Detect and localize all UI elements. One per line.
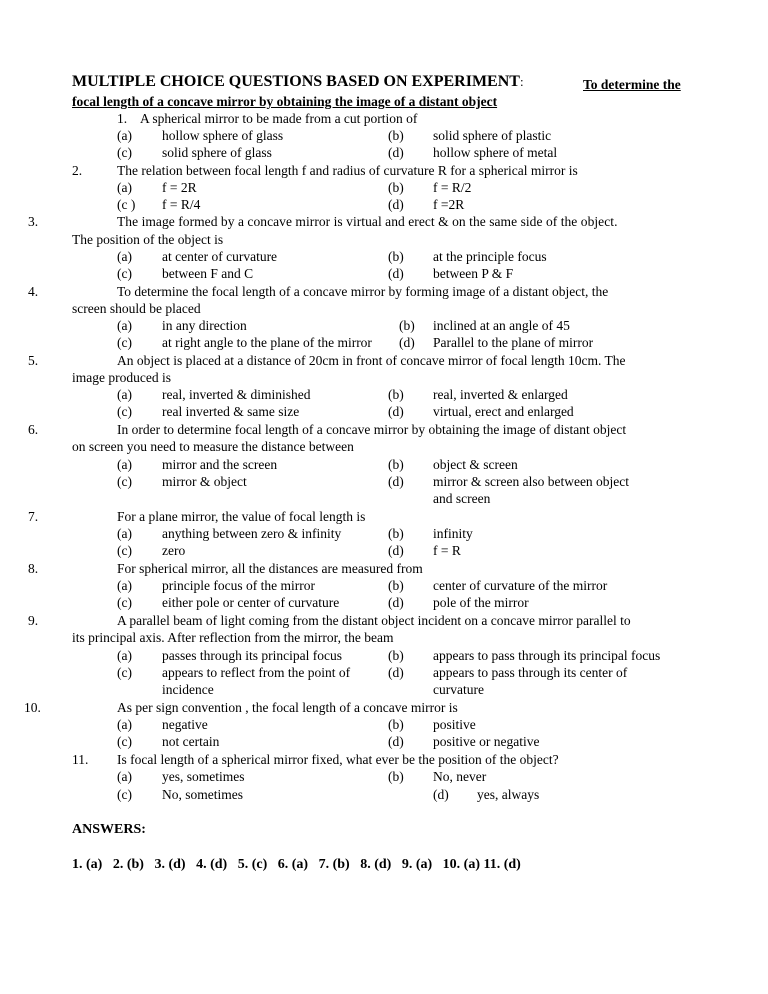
question-stem-cont: its principal axis. After reflection from the mirror, the beam bbox=[72, 630, 394, 645]
question-stem-cont: screen should be placed bbox=[72, 301, 201, 316]
option-label: (c) bbox=[117, 595, 132, 610]
option-label: (b) bbox=[399, 318, 415, 333]
option-label: (b) bbox=[388, 648, 404, 663]
option-label: (d) bbox=[388, 197, 404, 212]
option-text: f = 2R bbox=[162, 180, 197, 195]
option-text-cont: and screen bbox=[433, 491, 491, 506]
option-label: (a) bbox=[117, 578, 132, 593]
option-label: (c) bbox=[117, 734, 132, 749]
question-number: 7. bbox=[28, 509, 39, 524]
option-text: f =2R bbox=[433, 197, 465, 212]
option-label: (d) bbox=[433, 787, 449, 802]
option-text: real inverted & same size bbox=[162, 404, 300, 419]
option-text: mirror and the screen bbox=[162, 457, 278, 472]
answer-item: 7. (b) bbox=[318, 857, 350, 872]
question-stem: A parallel beam of light coming from the distant object incident on a concave mirror parallel to bbox=[117, 613, 631, 628]
answer-item: 5. (c) bbox=[237, 857, 268, 872]
option-label: (d) bbox=[388, 665, 404, 680]
question-stem: To determine the focal length of a concave mirror by forming image of a distant object, the bbox=[117, 284, 609, 299]
option-label: (b) bbox=[388, 180, 404, 195]
answer-item: 11. (d) bbox=[483, 857, 521, 872]
option-label: (c) bbox=[117, 787, 132, 802]
question-stem: The image formed by a concave mirror is virtual and erect & on the same side of the object. bbox=[117, 214, 618, 229]
question-stem: An object is placed at a distance of 20cm in front of concave mirror of focal length 10cm. The bbox=[117, 353, 626, 368]
option-text: in any direction bbox=[162, 318, 247, 333]
option-text: mirror & object bbox=[162, 474, 247, 489]
option-text: mirror & screen also between object bbox=[433, 474, 630, 489]
option-text: appears to reflect from the point of bbox=[162, 665, 351, 680]
option-label: (c ) bbox=[117, 197, 136, 212]
option-label: (c) bbox=[117, 145, 132, 160]
question-number: 8. bbox=[28, 561, 39, 576]
option-text: at center of curvature bbox=[162, 249, 278, 264]
option-label: (b) bbox=[388, 387, 404, 402]
option-label: (b) bbox=[388, 717, 404, 732]
option-text: No, never bbox=[433, 769, 487, 784]
option-label: (a) bbox=[117, 180, 132, 195]
question-stem: Is focal length of a spherical mirror fixed, what ever be the position of the object? bbox=[117, 752, 559, 767]
title-main: MULTIPLE CHOICE QUESTIONS BASED ON EXPERIMENT bbox=[72, 73, 520, 90]
option-label: (d) bbox=[388, 266, 404, 281]
option-text: appears to pass through its center of bbox=[433, 665, 628, 680]
option-label: (c) bbox=[117, 543, 132, 558]
option-label: (a) bbox=[117, 526, 132, 541]
option-label: (d) bbox=[388, 543, 404, 558]
option-text: inclined at an angle of 45 bbox=[433, 318, 570, 333]
question-number: 4. bbox=[28, 284, 39, 299]
option-text: f = R bbox=[433, 543, 461, 558]
answer-item: 2. (b) bbox=[112, 857, 144, 872]
question-number: 11. bbox=[72, 752, 89, 767]
question-stem: As per sign convention , the focal length of a concave mirror is bbox=[117, 700, 458, 715]
question-number: 2. bbox=[72, 163, 83, 178]
option-label: (b) bbox=[388, 526, 404, 541]
question-number: 3. bbox=[28, 214, 39, 229]
option-text: positive or negative bbox=[433, 734, 540, 749]
option-text: Parallel to the plane of mirror bbox=[433, 335, 594, 350]
option-label: (b) bbox=[388, 249, 404, 264]
option-label: (a) bbox=[117, 249, 132, 264]
option-label: (b) bbox=[388, 578, 404, 593]
option-text: appears to pass through its principal focus bbox=[433, 648, 661, 663]
question-stem: The relation between focal length f and radius of curvature R for a spherical mirror is bbox=[117, 163, 578, 178]
option-text: real, inverted & enlarged bbox=[433, 387, 568, 402]
option-label: (b) bbox=[388, 128, 404, 143]
question-stem: In order to determine focal length of a concave mirror by obtaining the image of distant object bbox=[117, 422, 627, 437]
option-label: (b) bbox=[388, 457, 404, 472]
option-text-cont: curvature bbox=[433, 682, 484, 697]
option-text: zero bbox=[162, 543, 186, 558]
answer-item: 9. (a) bbox=[401, 857, 433, 872]
option-label: (a) bbox=[117, 769, 132, 784]
question-stem-cont: on screen you need to measure the distance between bbox=[72, 439, 354, 454]
option-label: (c) bbox=[117, 665, 132, 680]
option-text: solid sphere of glass bbox=[162, 145, 272, 160]
option-text: virtual, erect and enlarged bbox=[433, 404, 574, 419]
question-number: 10. bbox=[24, 700, 41, 715]
option-text-cont: incidence bbox=[162, 682, 214, 697]
answer-item: 4. (d) bbox=[196, 857, 228, 872]
option-text: hollow sphere of glass bbox=[162, 128, 284, 143]
option-text: between P & F bbox=[433, 266, 514, 281]
option-label: (d) bbox=[399, 335, 415, 350]
option-label: (c) bbox=[117, 335, 132, 350]
question-number: 6. bbox=[28, 422, 39, 437]
option-text: anything between zero & infinity bbox=[162, 526, 342, 541]
option-label: (a) bbox=[117, 387, 132, 402]
option-text: at the principle focus bbox=[433, 249, 547, 264]
option-text: center of curvature of the mirror bbox=[433, 578, 608, 593]
answer-item: 10. (a) bbox=[442, 857, 480, 872]
option-text: hollow sphere of metal bbox=[433, 145, 558, 160]
answer-item: 3. (d) bbox=[154, 857, 186, 872]
question-stem: For a plane mirror, the value of focal length is bbox=[117, 509, 366, 524]
option-text: f = R/2 bbox=[433, 180, 472, 195]
question-stem: For spherical mirror, all the distances are measured from bbox=[117, 561, 423, 576]
option-label: (d) bbox=[388, 145, 404, 160]
option-text: yes, sometimes bbox=[162, 769, 245, 784]
title-sub-1: To determine the bbox=[583, 77, 681, 92]
option-text: at right angle to the plane of the mirror bbox=[162, 335, 372, 350]
answer-item: 1. (a) bbox=[72, 857, 103, 872]
answer-item: 6. (a) bbox=[277, 857, 309, 872]
page-title bbox=[72, 73, 524, 90]
option-text: positive bbox=[433, 717, 476, 732]
answer-item: 8. (d) bbox=[360, 857, 392, 872]
option-text: between F and C bbox=[162, 266, 254, 281]
option-text: f = R/4 bbox=[162, 197, 201, 212]
option-label: (d) bbox=[388, 595, 404, 610]
option-text: negative bbox=[162, 717, 208, 732]
question-number: 9. bbox=[28, 613, 39, 628]
option-label: (c) bbox=[117, 474, 132, 489]
option-text: No, sometimes bbox=[162, 787, 243, 802]
option-label: (b) bbox=[388, 769, 404, 784]
answers-list bbox=[72, 856, 521, 873]
option-label: (a) bbox=[117, 648, 132, 663]
option-text: real, inverted & diminished bbox=[162, 387, 311, 402]
option-label: (c) bbox=[117, 404, 132, 419]
question-stem-cont: image produced is bbox=[72, 370, 171, 385]
option-text: principle focus of the mirror bbox=[162, 578, 315, 593]
option-text: not certain bbox=[162, 734, 220, 749]
option-text: pole of the mirror bbox=[433, 595, 529, 610]
option-label: (a) bbox=[117, 318, 132, 333]
option-text: either pole or center of curvature bbox=[162, 595, 340, 610]
option-text: yes, always bbox=[477, 787, 540, 802]
option-label: (d) bbox=[388, 474, 404, 489]
option-text: object & screen bbox=[433, 457, 518, 472]
question-number: 5. bbox=[28, 353, 39, 368]
option-label: (a) bbox=[117, 717, 132, 732]
option-text: passes through its principal focus bbox=[162, 648, 342, 663]
option-text: solid sphere of plastic bbox=[433, 128, 552, 143]
option-text: infinity bbox=[433, 526, 473, 541]
question-stem-cont: The position of the object is bbox=[72, 232, 224, 247]
question-number: 1. bbox=[117, 111, 128, 126]
option-label: (c) bbox=[117, 266, 132, 281]
option-label: (d) bbox=[388, 734, 404, 749]
question-stem: A spherical mirror to be made from a cut portion of bbox=[140, 111, 418, 126]
option-label: (a) bbox=[117, 128, 132, 143]
option-label: (d) bbox=[388, 404, 404, 419]
answers-heading: ANSWERS: bbox=[72, 822, 146, 837]
title-colon: : bbox=[519, 74, 524, 89]
title-sub-2: focal length of a concave mirror by obtaining the image of a distant object bbox=[72, 94, 498, 109]
option-label: (a) bbox=[117, 457, 132, 472]
